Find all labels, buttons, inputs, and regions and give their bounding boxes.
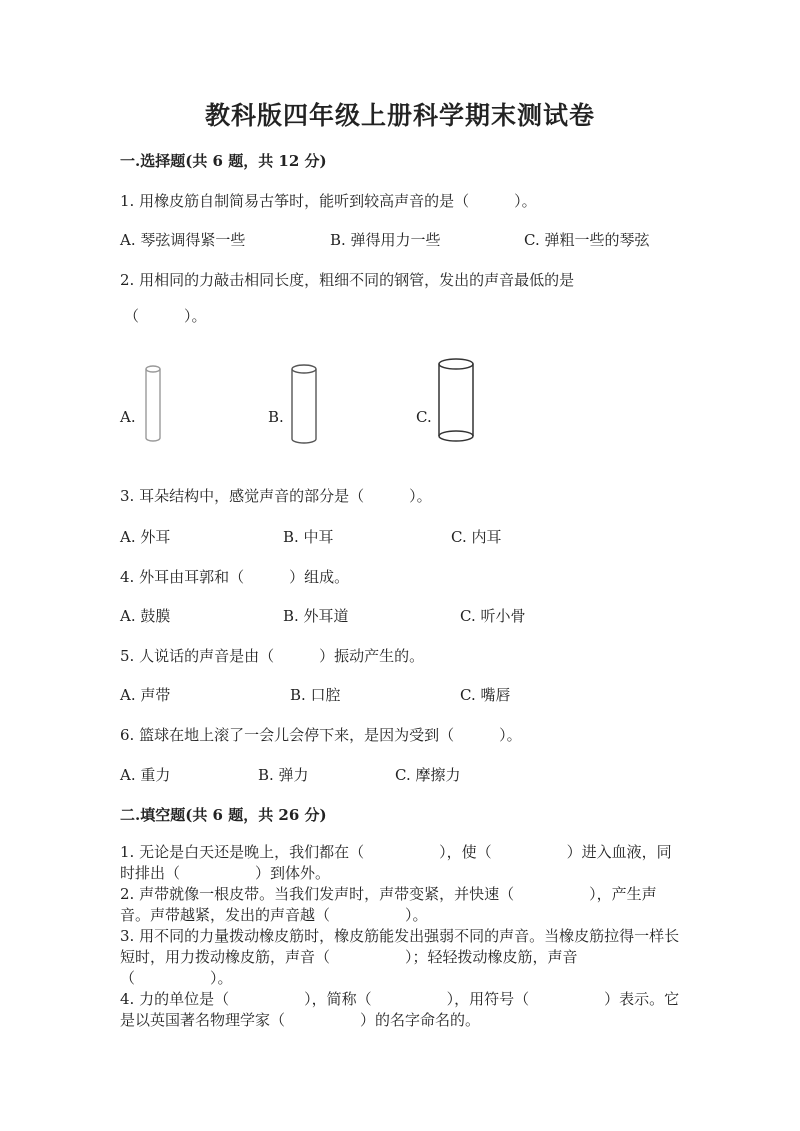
question-5-option-a: A. 声带 <box>120 686 171 704</box>
question-4-text: 4. 外耳由耳郭和（ ）组成。 <box>120 568 350 586</box>
question-1-text: 1. 用橡皮筋自制简易古筝时，能听到较高声音的是（ ）。 <box>120 192 537 210</box>
question-6-option-a: A. 重力 <box>120 766 171 784</box>
fill-question-3: 3. 用不同的力量拨动橡皮筋时，橡皮筋能发出强弱不同的声音。当橡皮筋拉得一样长短时，用力拨动橡皮筋，声音（ ）；轻轻拨动橡皮筋，声音（ ）。 <box>120 927 680 987</box>
question-6-text: 6. 篮球在地上滚了一会儿会停下来，是因为受到（ ）。 <box>120 726 522 744</box>
question-2-text: 2. 用相同的力敲击相同长度，粗细不同的钢管，发出的声音最低的是 <box>120 271 575 289</box>
question-4-option-a: A. 鼓膜 <box>120 607 171 625</box>
question-3-text: 3. 耳朵结构中，感觉声音的部分是（ ）。 <box>120 487 432 505</box>
section-title-choice: 一.选择题(共 6 题，共 12 分) <box>120 152 327 170</box>
fill-question-1: 1. 无论是白天还是晚上，我们都在（ ），使（ ）进入血液，同时排出（ ）到体外。 <box>120 843 672 882</box>
question-5-text: 5. 人说话的声音是由（ ）振动产生的。 <box>120 647 425 665</box>
medium-cylinder-icon <box>288 362 320 446</box>
thin-cylinder-icon <box>142 362 164 444</box>
page-title: 教科版四年级上册科学期末测试卷 <box>204 101 595 130</box>
question-1-option-a: A. 琴弦调得紧一些 <box>120 231 246 249</box>
question-1-option-c: C. 弹粗一些的琴弦 <box>524 231 650 249</box>
question-3-option-c: C. 内耳 <box>451 528 502 546</box>
fill-question-4: 4. 力的单位是（ ），简称（ ），用符号（ ）表示。它是以英国著名物理学家（ ）的名字命名的。 <box>120 990 680 1029</box>
fill-question-2: 2. 声带就像一根皮带。当我们发声时，声带变紧，并快速（ ），产生声音。声带越紧，发出的声音越（ ）。 <box>120 885 657 924</box>
thick-cylinder-icon <box>436 356 476 444</box>
question-2-option-a: A. <box>120 408 136 426</box>
question-3-option-a: A. 外耳 <box>120 528 171 546</box>
question-3-option-b: B. 中耳 <box>283 528 334 546</box>
fill-questions <box>120 842 685 1031</box>
question-2-option-c: C. <box>416 408 432 426</box>
question-2-text-cont: （ ）。 <box>124 307 207 325</box>
question-4-option-b: B. 外耳道 <box>283 607 349 625</box>
question-5-option-c: C. 嘴唇 <box>460 686 511 704</box>
question-1-option-b: B. 弹得用力一些 <box>330 231 441 249</box>
question-6-option-c: C. 摩擦力 <box>395 766 461 784</box>
question-2-option-b: B. <box>268 408 284 426</box>
question-6-option-b: B. 弹力 <box>258 766 309 784</box>
question-4-option-c: C. 听小骨 <box>460 607 526 625</box>
section-title-fill: 二.填空题(共 6 题，共 26 分) <box>120 806 327 824</box>
question-5-option-b: B. 口腔 <box>290 686 341 704</box>
